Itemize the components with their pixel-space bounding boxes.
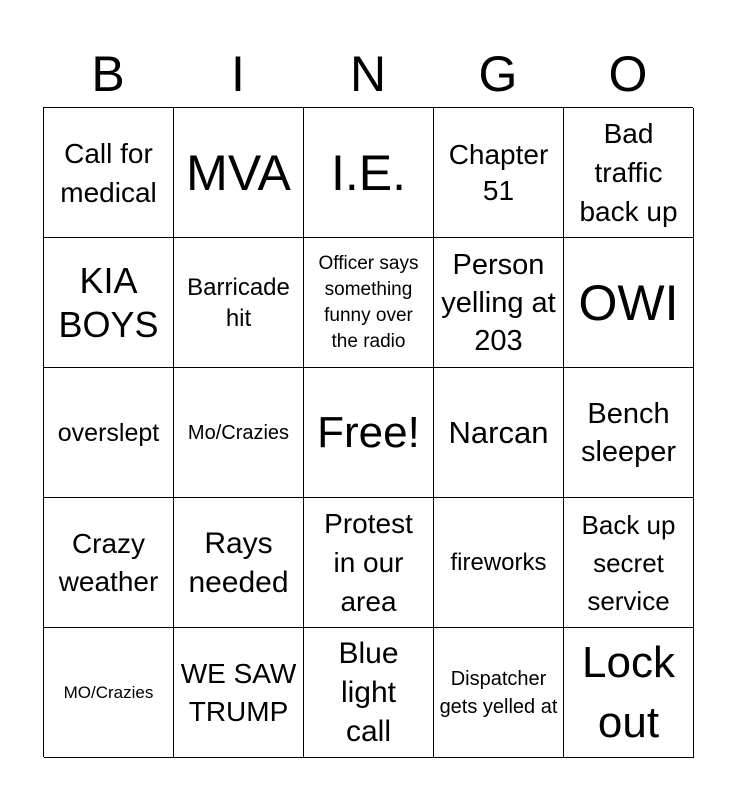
cell-text: MO/Crazies bbox=[63, 682, 154, 702]
bingo-cell[interactable] bbox=[44, 108, 174, 238]
cell-text: MVA bbox=[186, 144, 291, 201]
cell-text: OWI bbox=[578, 274, 679, 331]
header-letter-o: O bbox=[608, 46, 648, 102]
cell-text: Protest in our area bbox=[324, 508, 413, 617]
bingo-cell[interactable] bbox=[434, 498, 564, 628]
bingo-cell[interactable] bbox=[174, 238, 304, 368]
cell-text: Narcan bbox=[448, 414, 549, 450]
bingo-cell[interactable] bbox=[44, 368, 174, 498]
cell-text: Back up secret service bbox=[581, 509, 676, 616]
bingo-cell[interactable] bbox=[174, 368, 304, 498]
cell-text: Officer says something funny over the radio bbox=[318, 252, 419, 352]
bingo-cell[interactable] bbox=[434, 368, 564, 498]
cell-text: Mo/Crazies bbox=[187, 421, 290, 444]
cell-text: Blue light call bbox=[338, 637, 399, 748]
bingo-header bbox=[43, 42, 693, 106]
bingo-cell[interactable] bbox=[434, 238, 564, 368]
header-letter-n: N bbox=[349, 46, 387, 102]
bingo-cell[interactable] bbox=[564, 368, 694, 498]
cell-text: fireworks bbox=[450, 549, 547, 576]
cell-text: Rays needed bbox=[188, 526, 289, 599]
header-letter-i: I bbox=[231, 46, 245, 102]
bingo-cell[interactable] bbox=[304, 498, 434, 628]
bingo-cell[interactable] bbox=[434, 108, 564, 238]
bingo-cell[interactable] bbox=[434, 628, 564, 758]
bingo-cell[interactable] bbox=[304, 628, 434, 758]
cell-text: I.E. bbox=[330, 144, 407, 201]
cell-text: Dispatcher gets yelled at bbox=[439, 667, 558, 718]
bingo-cell[interactable] bbox=[564, 498, 694, 628]
bingo-cell[interactable] bbox=[174, 108, 304, 238]
cell-text: Barricade hit bbox=[187, 273, 290, 332]
bingo-cell[interactable] bbox=[304, 108, 434, 238]
bingo-cell[interactable] bbox=[44, 498, 174, 628]
cell-text: overslept bbox=[57, 418, 160, 447]
cell-text: Chapter 51 bbox=[448, 138, 549, 206]
free-space[interactable] bbox=[304, 368, 434, 498]
cell-text: WE SAW TRUMP bbox=[180, 657, 297, 727]
bingo-board bbox=[43, 107, 693, 757]
header-letter-b: B bbox=[91, 46, 125, 102]
cell-text: Crazy weather bbox=[58, 527, 159, 597]
bingo-cell[interactable] bbox=[304, 238, 434, 368]
bingo-cell[interactable] bbox=[564, 628, 694, 758]
header-letter-g: G bbox=[478, 46, 518, 102]
cell-text: Bad traffic back up bbox=[579, 118, 678, 227]
cell-text: Call for medical bbox=[60, 137, 157, 208]
bingo-cell[interactable] bbox=[174, 628, 304, 758]
bingo-cell[interactable] bbox=[174, 498, 304, 628]
bingo-cell[interactable] bbox=[44, 628, 174, 758]
cell-text: Lock out bbox=[582, 637, 675, 747]
bingo-cell[interactable] bbox=[564, 238, 694, 368]
bingo-cell[interactable] bbox=[564, 108, 694, 238]
cell-text: KIA BOYS bbox=[58, 259, 159, 345]
cell-text: Bench sleeper bbox=[580, 397, 677, 468]
cell-text: Person yelling at 203 bbox=[441, 248, 556, 357]
bingo-cell[interactable] bbox=[44, 238, 174, 368]
cell-text: Free! bbox=[317, 407, 420, 457]
